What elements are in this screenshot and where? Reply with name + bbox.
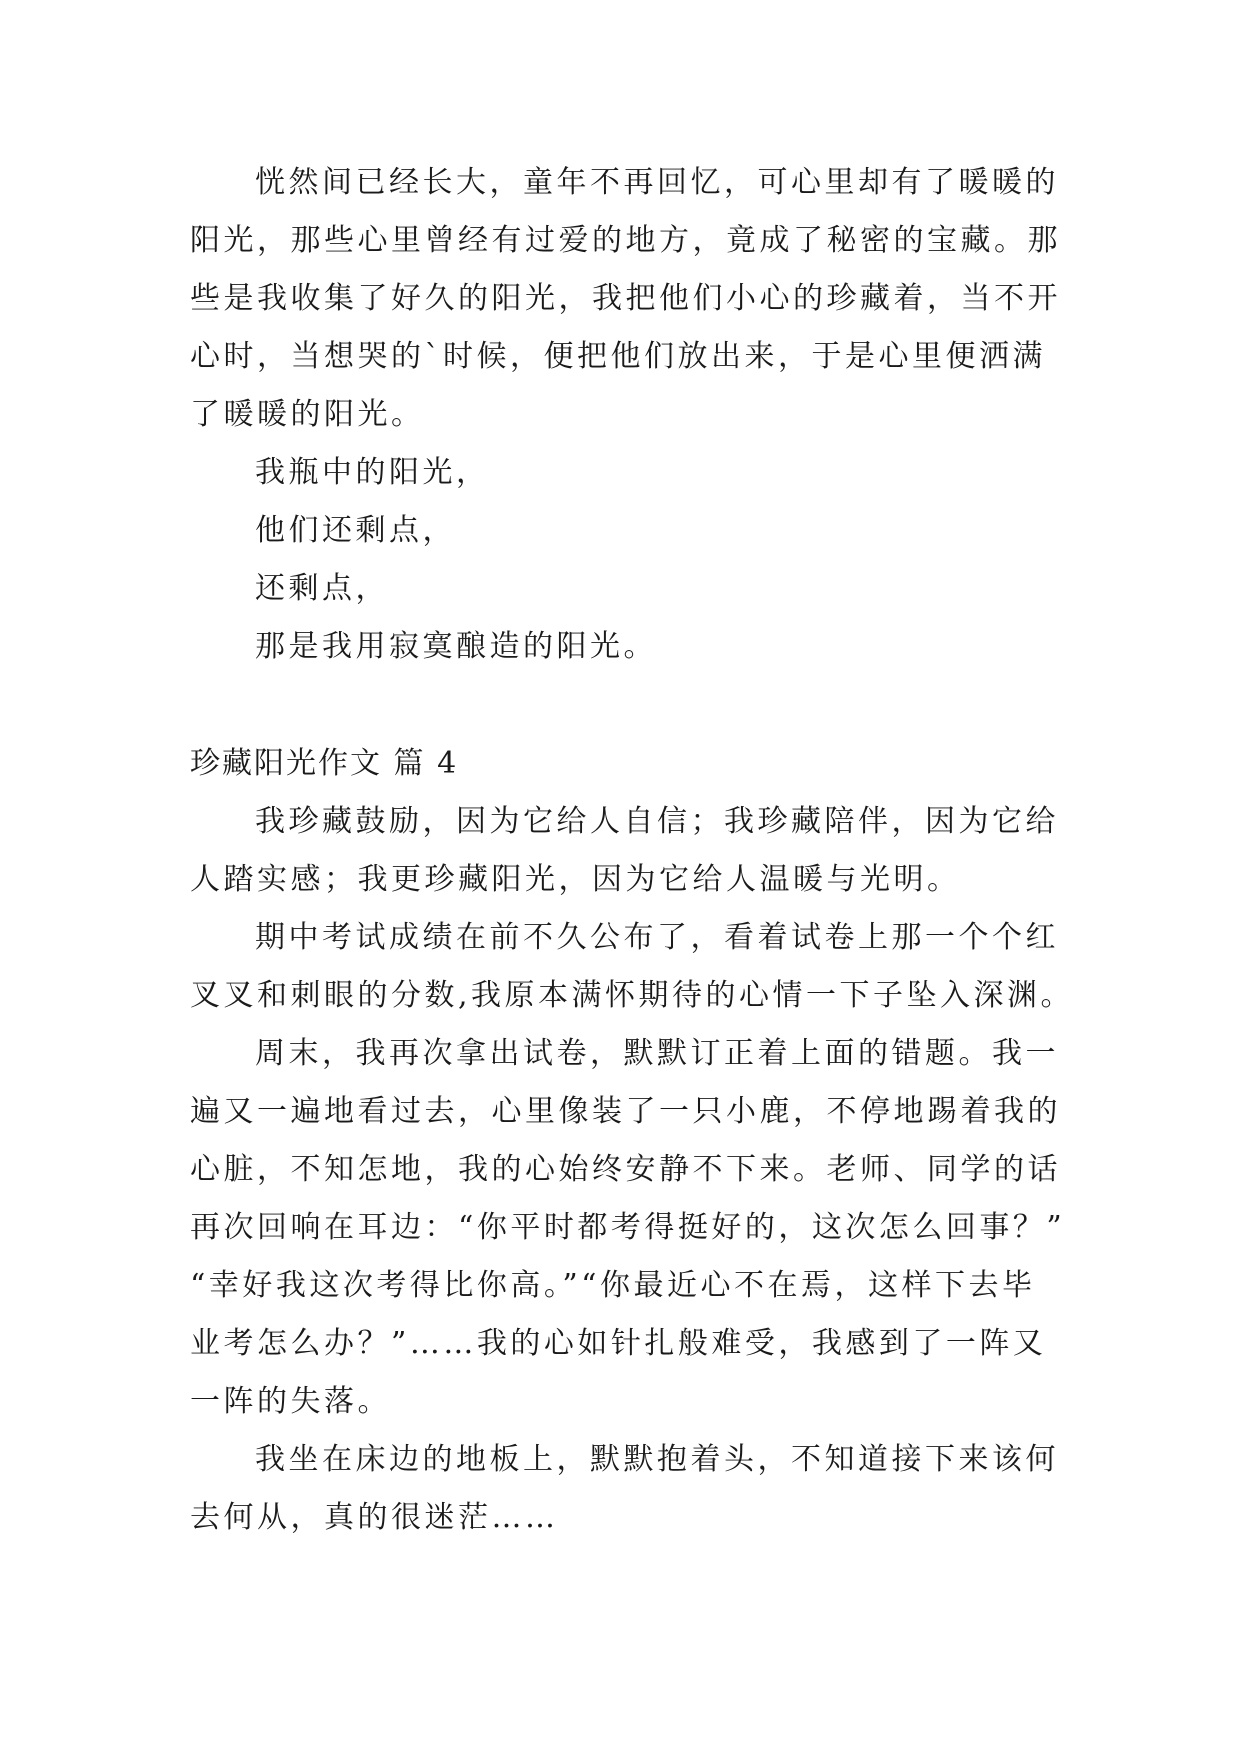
paragraph-line: 人踏实感；我更珍藏阳光，因为它给人温暖与光明。 [190, 862, 961, 897]
paragraph-line: 心脏，不知怎地，我的心始终安静不下来。老师、同学的话 [190, 1152, 1061, 1187]
paragraph-line: 去何从，真的很迷茫…… [190, 1500, 559, 1535]
paragraph-line: 叉叉和刺眼的分数,我原本满怀期待的心情一下子坠入深渊。 [190, 978, 1075, 1013]
paragraph-line: 周末，我再次拿出试卷，默默订正着上面的错题。我一 [255, 1036, 1059, 1071]
paragraph-line: 一阵的失落。 [190, 1384, 391, 1419]
paragraph-line: 业考怎么办？”……我的心如针扎般难受，我感到了一阵又 [190, 1326, 1047, 1361]
paragraph-line: 了暖暖的阳光。 [190, 397, 425, 432]
paragraph-line: 些是我收集了好久的阳光，我把他们小心的珍藏着，当不开 [190, 281, 1061, 316]
paragraph-line: 期中考试成绩在前不久公布了，看着试卷上那一个个红 [255, 920, 1059, 955]
paragraph-line: 心时，当想哭的`时候，便把他们放出来，于是心里便洒满 [190, 339, 1046, 374]
poem-line: 那是我用寂寞酿造的阳光。 [255, 629, 657, 664]
paragraph-line: 阳光，那些心里曾经有过爱的地方，竟成了秘密的宝藏。那 [190, 223, 1061, 258]
paragraph-line: 我坐在床边的地板上，默默抱着头，不知道接下来该何 [255, 1442, 1059, 1477]
paragraph-line: 恍然间已经长大，童年不再回忆，可心里却有了暖暖的 [255, 165, 1059, 200]
paragraph-line: 遍又一遍地看过去，心里像装了一只小鹿，不停地踢着我的 [190, 1094, 1061, 1129]
poem-line: 我瓶中的阳光， [255, 455, 490, 490]
paragraph-line: “幸好我这次考得比你高。”“你最近心不在焉，这样下去毕 [190, 1268, 1036, 1303]
poem-line: 还剩点， [255, 571, 389, 606]
paragraph-line: 我珍藏鼓励，因为它给人自信；我珍藏陪伴，因为它给 [255, 804, 1059, 839]
paragraph-line: 再次回响在耳边：“你平时都考得挺好的，这次怎么回事？” [190, 1210, 1066, 1245]
section-title: 珍藏阳光作文 篇 4 [190, 746, 459, 781]
poem-line: 他们还剩点， [255, 513, 456, 548]
